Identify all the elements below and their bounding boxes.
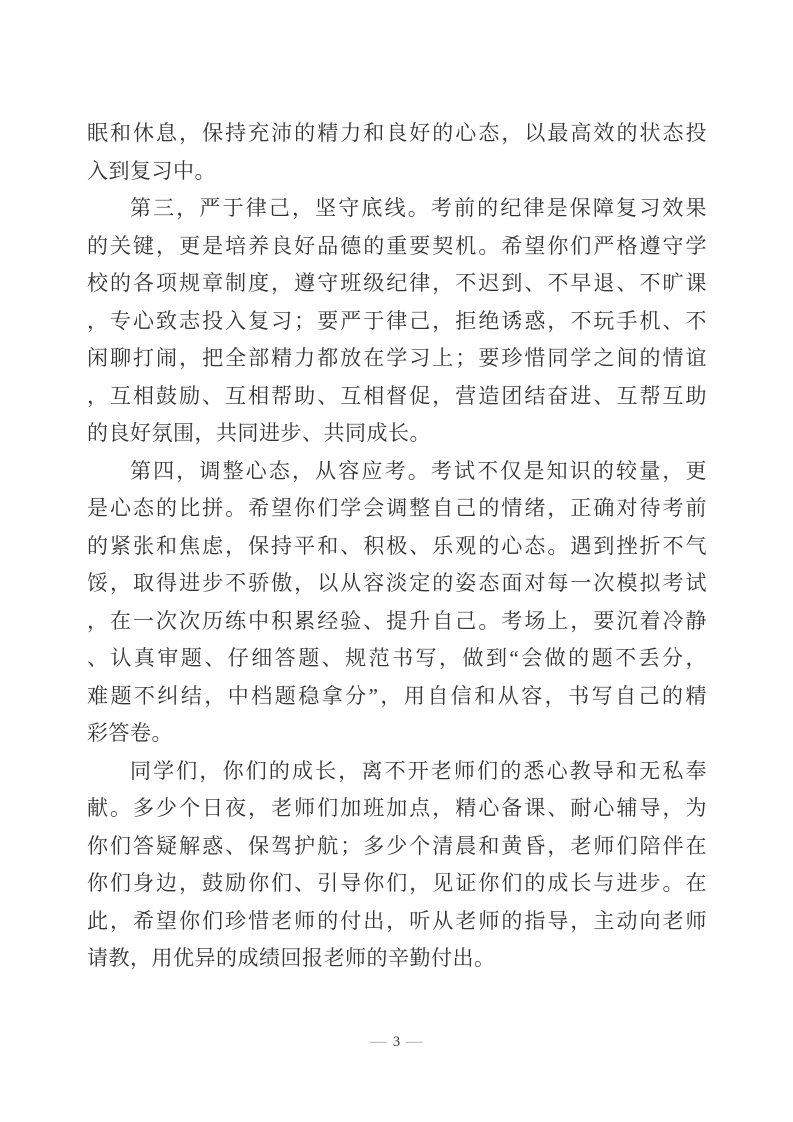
text-line: 你们身边，鼓励你们、引导你们，见证你们的成长与进步。在	[87, 871, 707, 895]
text-line: ，在一次次历练中积累经验、提升自己。考场上，要沉着冷静	[87, 608, 707, 633]
text-line: 馁，取得进步不骄傲，以从容淡定的姿态面对每一次模拟考试	[87, 571, 707, 595]
text-line: 你们答疑解惑、保驾护航；多少个清晨和黄昏，老师们陪伴在	[87, 833, 707, 858]
text-line: 彩答卷。	[87, 721, 173, 745]
footer-dash-left: —	[370, 1034, 387, 1050]
text-line: 校的各项规章制度，遵守班级纪律，不迟到、不早退、不旷课	[87, 271, 707, 295]
text-line: 闲聊打闹，把全部精力都放在学习上；要珍惜同学之间的情谊	[87, 346, 707, 370]
text-line: ，专心致志投入复习；要严于律己，拒绝诱惑，不玩手机、不	[87, 308, 707, 333]
text-line: 献。多少个日夜，老师们加班加点，精心备课、耐心辅导，为	[87, 796, 707, 820]
text-line: 同学们，你们的成长，离不开老师们的悉心教导和无私奉	[130, 758, 707, 783]
text-line: 眠和休息，保持充沛的精力和良好的心态，以最高效的状态投	[87, 121, 707, 145]
text-line: 的良好氛围，共同进步、共同成长。	[87, 421, 431, 445]
text-line: 入到复习中。	[87, 158, 216, 183]
text-line: 第四，调整心态，从容应考。考试不仅是知识的较量，更	[130, 458, 707, 483]
text-line: 的关键，更是培养良好品德的重要契机。希望你们严格遵守学	[87, 233, 707, 258]
text-line: 请教，用优异的成绩回报老师的辛勤付出。	[87, 946, 496, 970]
footer-dash-right: —	[406, 1034, 423, 1050]
text-line: 第三，严于律己，坚守底线。考前的纪律是保障复习效果	[130, 196, 707, 220]
page-number: 3	[392, 1034, 401, 1050]
text-line: ，互相鼓励、互相帮助、互相督促，营造团结奋进、互帮互助	[87, 383, 707, 408]
page-footer	[0, 1032, 793, 1052]
text-line: 是心态的比拼。希望你们学会调整自己的情绪，正确对待考前	[87, 496, 707, 520]
document-body	[87, 115, 707, 978]
text-line: 的紧张和焦虑，保持平和、积极、乐观的心态。遇到挫折不气	[87, 533, 707, 558]
text-line: 、认真审题、仔细答题、规范书写，做到“会做的题不丢分，	[87, 646, 707, 670]
text-line: 难题不纠结，中档题稳拿分”，用自信和从容，书写自己的精	[87, 683, 707, 708]
text-line: 此，希望你们珍惜老师的付出，听从老师的指导，主动向老师	[87, 908, 707, 933]
